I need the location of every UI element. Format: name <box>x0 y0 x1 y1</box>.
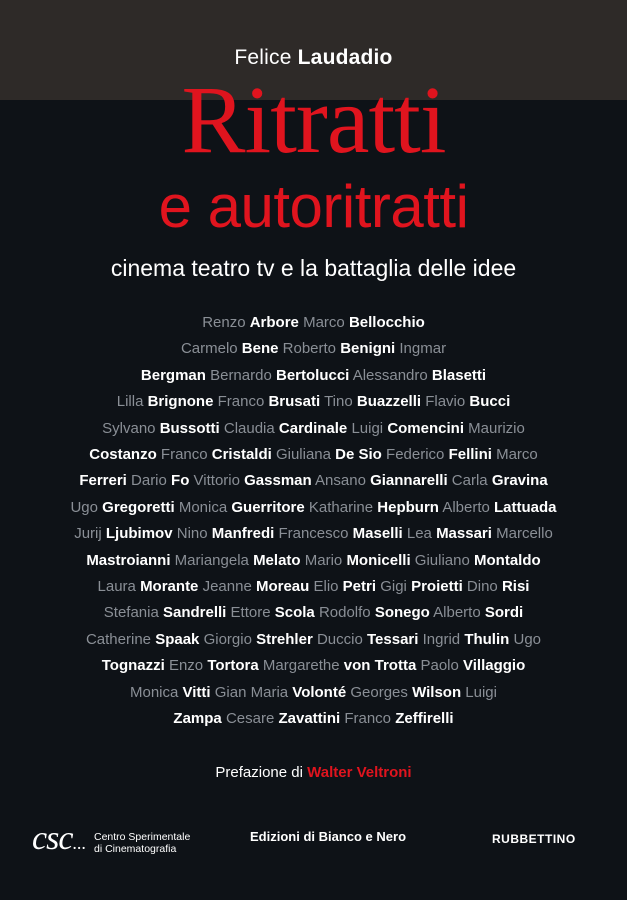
person-last-name: Fo <box>171 472 190 490</box>
person-last-name: Risi <box>501 578 530 596</box>
person-last-name: Zampa <box>173 710 222 728</box>
names-line <box>40 680 587 706</box>
names-line <box>40 627 587 653</box>
csc-name <box>94 831 190 855</box>
names-line <box>40 495 587 521</box>
person-first-name: Bernardo <box>210 366 272 384</box>
person-last-name: Gravina <box>491 472 548 490</box>
person-last-name: De Sio <box>335 446 382 464</box>
names-line <box>40 521 587 547</box>
person-last-name: Morante <box>140 578 199 596</box>
names-line <box>40 363 587 389</box>
person-first-name: Monica <box>130 683 179 701</box>
person-last-name: Bertolucci <box>275 366 350 384</box>
subtitle: cinema teatro tv e la battaglia delle idee <box>110 255 517 281</box>
person-last-name: Tognazzi <box>101 657 165 675</box>
person-last-name: Gassman <box>244 472 312 490</box>
person-last-name: Scola <box>274 604 315 622</box>
person-first-name: Marco <box>496 446 538 464</box>
person-first-name: Renzo <box>202 314 246 331</box>
person-first-name: Dino <box>466 578 498 596</box>
person-last-name: Bergman <box>140 366 206 384</box>
person-last-name: Massari <box>436 525 492 543</box>
person-first-name: Franco <box>160 446 208 464</box>
person-last-name: Monicelli <box>346 551 411 569</box>
person-first-name: Mariangela <box>174 551 249 569</box>
person-first-name: Ingrid <box>422 630 461 648</box>
person-last-name: Benigni <box>340 340 396 358</box>
person-first-name: Alberto <box>442 498 490 516</box>
person-last-name: Costanzo <box>89 446 157 464</box>
person-last-name: Gregoretti <box>102 498 175 516</box>
person-first-name: Marco <box>303 314 345 331</box>
person-last-name: Buazzelli <box>356 393 422 411</box>
person-last-name: Bucci <box>469 393 511 411</box>
person-last-name: Ljubimov <box>105 525 173 543</box>
person-first-name: Ugo <box>513 630 542 648</box>
csc-logo-dots: ... <box>72 833 86 853</box>
person-last-name: Zavattini <box>278 710 341 728</box>
person-last-name: Zeffirelli <box>395 710 454 728</box>
names-line <box>40 548 587 574</box>
person-last-name: Spaak <box>155 630 200 648</box>
publisher-rubbettino: RUBBETTINO <box>492 832 576 846</box>
person-last-name: von Trotta <box>343 657 417 675</box>
person-first-name: Lilla <box>116 393 144 411</box>
person-last-name: Montaldo <box>474 551 541 569</box>
person-last-name: Comencini <box>387 419 464 437</box>
person-last-name: Cardinale <box>278 419 348 437</box>
person-last-name: Villaggio <box>463 657 526 675</box>
person-last-name: Fellini <box>448 446 492 464</box>
person-first-name: Gian Maria <box>214 683 289 701</box>
person-first-name: Dario <box>131 472 167 490</box>
person-first-name: Enzo <box>168 657 204 675</box>
person-first-name: Flavio <box>425 393 466 411</box>
person-first-name: Ingmar <box>399 340 447 358</box>
person-last-name: Tortora <box>207 657 259 675</box>
person-first-name: Katharine <box>308 498 374 516</box>
person-first-name: Ettore <box>230 604 271 622</box>
person-first-name: Franco <box>217 393 265 411</box>
person-last-name: Sordi <box>484 604 524 622</box>
person-last-name: Mastroianni <box>86 551 171 569</box>
person-first-name: Margarethe <box>262 657 340 675</box>
person-last-name: Blasetti <box>431 366 487 384</box>
names-line <box>40 653 587 679</box>
person-first-name: Vittorio <box>193 472 240 490</box>
person-last-name: Vitti <box>182 683 211 701</box>
person-last-name: Sandrelli <box>163 604 227 622</box>
preface-author: Walter Veltroni <box>307 764 412 781</box>
person-first-name: Jurij <box>74 525 102 543</box>
person-first-name: Elio <box>313 578 339 596</box>
person-last-name: Brignone <box>147 393 214 411</box>
person-last-name: Bene <box>241 340 279 358</box>
preface-credit <box>0 760 627 786</box>
footer <box>0 820 627 860</box>
person-first-name: Franco <box>344 710 392 728</box>
names-line <box>40 468 587 494</box>
person-first-name: Francesco <box>278 525 349 543</box>
person-last-name: Petri <box>342 578 377 596</box>
author-last-name: Laudadio <box>297 46 393 69</box>
person-first-name: Carla <box>451 472 488 490</box>
names-list <box>40 310 587 733</box>
person-first-name: Mario <box>304 551 343 569</box>
person-last-name: Lattuada <box>494 498 557 516</box>
person-last-name: Thulin <box>464 630 510 648</box>
person-first-name: Ansano <box>315 472 366 490</box>
person-first-name: Gigi <box>380 578 407 596</box>
preface-prefix: Prefazione di <box>215 764 303 781</box>
person-first-name: Lea <box>406 525 432 543</box>
person-last-name: Volonté <box>292 683 347 701</box>
names-line <box>40 336 587 362</box>
csc-name-line-1: Centro Sperimentale <box>94 831 191 843</box>
author-first-name: Felice <box>234 46 292 69</box>
person-first-name: Jeanne <box>202 578 252 596</box>
person-last-name: Maselli <box>352 525 403 543</box>
person-first-name: Giuliana <box>275 446 331 464</box>
names-line <box>40 416 587 442</box>
names-line <box>40 600 587 626</box>
person-first-name: Alessandro <box>352 366 428 384</box>
person-first-name: Stefania <box>103 604 159 622</box>
person-first-name: Catherine <box>85 630 152 648</box>
csc-logo-letters: csc <box>32 820 73 857</box>
person-last-name: Wilson <box>412 683 462 701</box>
person-last-name: Arbore <box>249 314 299 331</box>
person-last-name: Ferreri <box>79 472 127 490</box>
person-first-name: Luigi <box>465 683 497 701</box>
title-line-1: Ritratti <box>181 66 446 173</box>
person-first-name: Paolo <box>420 657 459 675</box>
person-first-name: Marcello <box>496 525 553 543</box>
person-last-name: Giannarelli <box>370 472 448 490</box>
person-first-name: Rodolfo <box>318 604 371 622</box>
names-line <box>40 389 587 415</box>
person-first-name: Monica <box>178 498 228 516</box>
person-first-name: Nino <box>176 525 208 543</box>
csc-logo <box>32 820 86 858</box>
person-last-name: Proietti <box>411 578 463 596</box>
person-first-name: Tino <box>324 393 353 411</box>
person-last-name: Melato <box>253 551 301 569</box>
person-first-name: Giorgio <box>203 630 252 648</box>
person-first-name: Claudia <box>223 419 275 437</box>
person-first-name: Cesare <box>225 710 275 728</box>
person-first-name: Georges <box>350 683 408 701</box>
title-line-2: e autoritratti <box>158 173 469 240</box>
person-first-name: Maurizio <box>468 419 525 437</box>
person-last-name: Brusati <box>268 393 321 411</box>
person-first-name: Alberto <box>433 604 481 622</box>
person-first-name: Sylvano <box>102 419 156 437</box>
person-first-name: Ugo <box>70 498 98 516</box>
person-first-name: Carmelo <box>180 340 238 358</box>
person-last-name: Bellocchio <box>348 314 425 331</box>
csc-name-line-2: di Cinematografia <box>94 843 177 855</box>
names-line <box>40 310 587 336</box>
person-last-name: Bussotti <box>159 419 220 437</box>
person-last-name: Tessari <box>367 630 419 648</box>
publisher-bianco-e-nero: Edizioni di Bianco e Nero <box>250 829 407 844</box>
person-first-name: Duccio <box>316 630 363 648</box>
names-line <box>40 706 587 732</box>
person-last-name: Manfredi <box>211 525 275 543</box>
person-first-name: Luigi <box>351 419 384 437</box>
person-last-name: Sonego <box>374 604 430 622</box>
person-last-name: Guerritore <box>231 498 305 516</box>
person-last-name: Moreau <box>255 578 310 596</box>
person-first-name: Federico <box>386 446 445 464</box>
person-last-name: Hepburn <box>377 498 439 516</box>
person-first-name: Laura <box>97 578 136 596</box>
names-line <box>40 574 587 600</box>
person-last-name: Strehler <box>256 630 313 648</box>
names-line <box>40 442 587 468</box>
person-last-name: Cristaldi <box>211 446 272 464</box>
person-first-name: Giuliano <box>414 551 470 569</box>
person-first-name: Roberto <box>282 340 337 358</box>
